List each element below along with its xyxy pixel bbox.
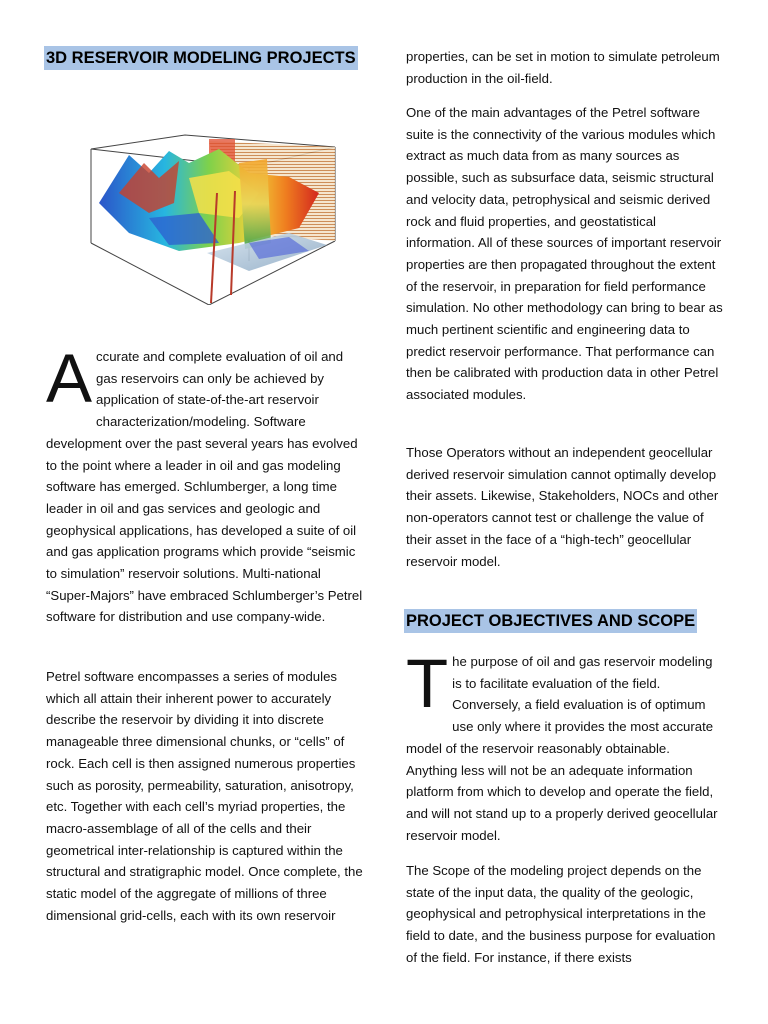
paragraph-purpose [406,645,724,846]
paragraph-intro [46,340,364,628]
section-heading-objectives: PROJECT OBJECTIVES AND SCOPE [404,609,697,633]
3d-reservoir-model-figure [89,133,337,305]
paragraph-intro-text: ccurate and complete evaluation of oil and gas reservoirs can only be achieved by application of state-of-the-art reservoir characterization/modeling. Software development over the past several years has evolved to the point where a leader in oil and gas modeling software has emerged. Schlumberger, a long time leader in oil and gas services and geologic and geophysical applications, has developed a suite of oil and gas application programs which provide “seismic to simulation” reservoir solutions. Multi-national “Super-Majors” have embraced Schlumberger’s Petrel software for distribution and use company-wide. [46,349,363,625]
paragraph-purpose-text: he purpose of oil and gas reservoir modeling is to facilitate evaluation of the field. Conversely, a field evaluation is of optimum use only where it provides the most accurate model of the reservoir reasonably obtainable. Anything less will not be an adequate information platform from which to develop and operate the field, and will not stand up to a properly derived geocellular reservoir model. [406,654,718,843]
paragraph-scope: The Scope of the modeling project depends on the state of the input data, the quality of the geologic, geophysical and petrophysical interpretations in the field to date, and the business purpose for evaluation of the field. For instance, if there exists [406,863,716,965]
reservoir-model-illustration [89,133,337,305]
paragraph-continued: properties, can be set in motion to simulate petroleum production in the oil-field. [406,49,720,86]
paragraph-advantages: One of the main advantages of the Petrel software suite is the connectivity of the various modules which extract as much data from as many sources as possible, such as subsurface data, seismic structural and velocity data, petrophysical and seismic derived rock and fluid properties, and geostatistical information. All of these sources of important reservoir properties are then propagated throughout the extent of the reservoir, in preparation for field performance simulation. No other methodology can bring to bear as much pertinent scientific and engineering data to predict reservoir performance. That performance can then be calibrated with production data in other Petrel associated modules. [406,105,723,403]
dropcap-a: A [46,340,93,417]
paragraph-petrel-modules: Petrel software encompasses a series of modules which all attain their inherent power to accurately describe the reservoir by dividing it into discrete manageable three dimensional chunks, or “cells” of rock. Each cell is then assigned numerous properties such as porosity, permeability, saturation, anisotropy, etc. Together with each cell’s myriad properties, the macro-assemblage of all of the cells and their geometrical inter-relationship is captured within the structural and stratigraphic model. Once complete, the static model of the aggregate of millions of three dimensional grid-cells, each with its own reservoir [46,669,363,923]
paragraph-operators: Those Operators without an independent geocellular derived reservoir simulation cannot optimally develop their assets. Likewise, Stakeholders, NOCs and other non-operators cannot test or challenge the value of their asset in the face of a “high-tech” geocellular reservoir model. [406,445,719,569]
dropcap-t: T [406,645,449,722]
section-heading-3d-reservoir: 3D RESERVOIR MODELING PROJECTS [44,46,358,70]
